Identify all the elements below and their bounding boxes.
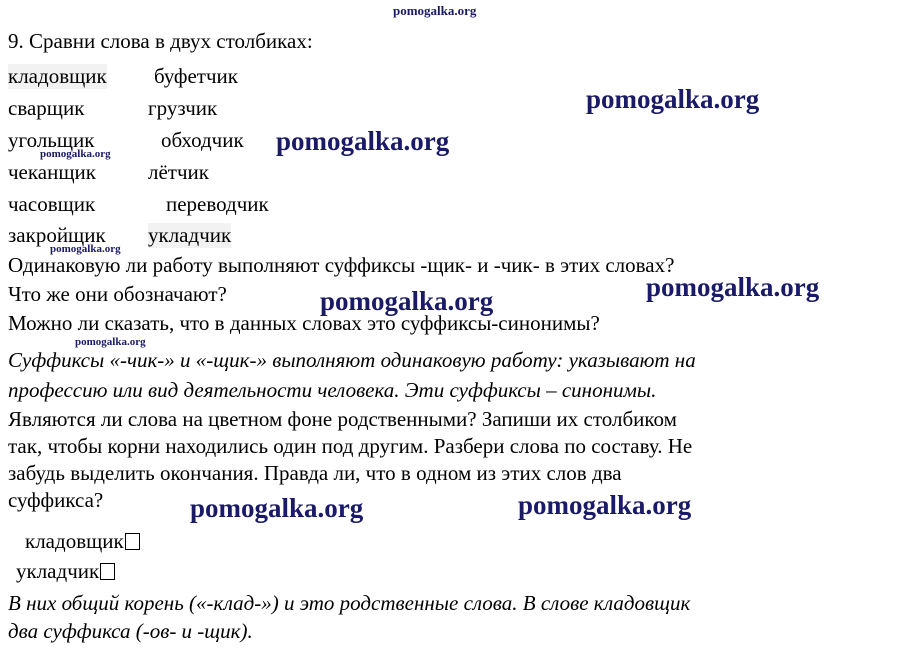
- watermark: pomogalka.org: [190, 493, 364, 523]
- analysis-word-2: [16, 558, 115, 584]
- word-left-3: угольщик: [8, 128, 95, 152]
- watermark: pomogalka.org: [276, 126, 450, 156]
- task-number: 9.: [8, 29, 24, 53]
- word-left-6: закройщик: [8, 223, 106, 247]
- question-4-line-2: так, чтобы корни находились один под другим. Разбери слова по составу. Не: [8, 434, 693, 458]
- question-2: Что же они обозначают?: [8, 282, 227, 306]
- question-1: Одинаковую ли работу выполняют суффиксы -щик- и -чик- в этих словах?: [8, 253, 675, 277]
- analysis-word-1: [25, 528, 140, 554]
- question-4-line-1: Являются ли слова на цветном фоне родственными? Запиши их столбиком: [8, 407, 677, 431]
- question-4-line-4: суффикса?: [8, 488, 104, 512]
- word-right-2: грузчик: [148, 96, 218, 120]
- analysis-word-2-text: укладчик: [16, 559, 100, 583]
- question-4-line-3: забудь выделить окончания. Правда ли, что в одном из этих слов два: [8, 461, 622, 485]
- ending-box-icon: [100, 563, 115, 580]
- word-left-5: часовщик: [8, 192, 96, 216]
- answer-2-line-2: два суффикса (-ов- и -щик).: [8, 619, 253, 643]
- ending-box-icon: [125, 533, 140, 550]
- word-left-2: сварщик: [8, 96, 85, 120]
- answer-1-line-1: Суффиксы «-чик-» и «-щик-» выполняют одинаковую работу: указывают на: [8, 348, 696, 372]
- answer-1-line-2: профессию или вид деятельности человека. Эти суффиксы – синонимы.: [8, 378, 657, 402]
- word-left-4: чеканщик: [8, 160, 96, 184]
- task-title: Сравни слова в двух столбиках:: [29, 29, 313, 53]
- question-3: Можно ли сказать, что в данных словах это суффиксы-синонимы?: [8, 311, 600, 335]
- watermark: pomogalka.org: [393, 3, 477, 18]
- watermark: pomogalka.org: [75, 336, 146, 348]
- watermark: pomogalka.org: [646, 272, 820, 302]
- watermark: pomogalka.org: [586, 84, 760, 114]
- answer-2-line-1: В них общий корень («-клад-») и это родственные слова. В слове кладовщик: [8, 591, 691, 615]
- word-left-1: кладовщик: [8, 64, 107, 88]
- task-heading: [8, 28, 313, 54]
- word-right-1: буфетчик: [154, 64, 238, 88]
- watermark: pomogalka.org: [50, 243, 121, 255]
- word-right-4: лётчик: [148, 160, 209, 184]
- watermark: pomogalka.org: [320, 286, 494, 316]
- watermark: pomogalka.org: [40, 148, 111, 160]
- word-right-3: обходчик: [161, 128, 244, 152]
- analysis-word-1-text: кладовщик: [25, 529, 124, 553]
- word-right-6: укладчик: [148, 223, 232, 247]
- watermark: pomogalka.org: [518, 490, 692, 520]
- word-right-5: переводчик: [166, 192, 269, 216]
